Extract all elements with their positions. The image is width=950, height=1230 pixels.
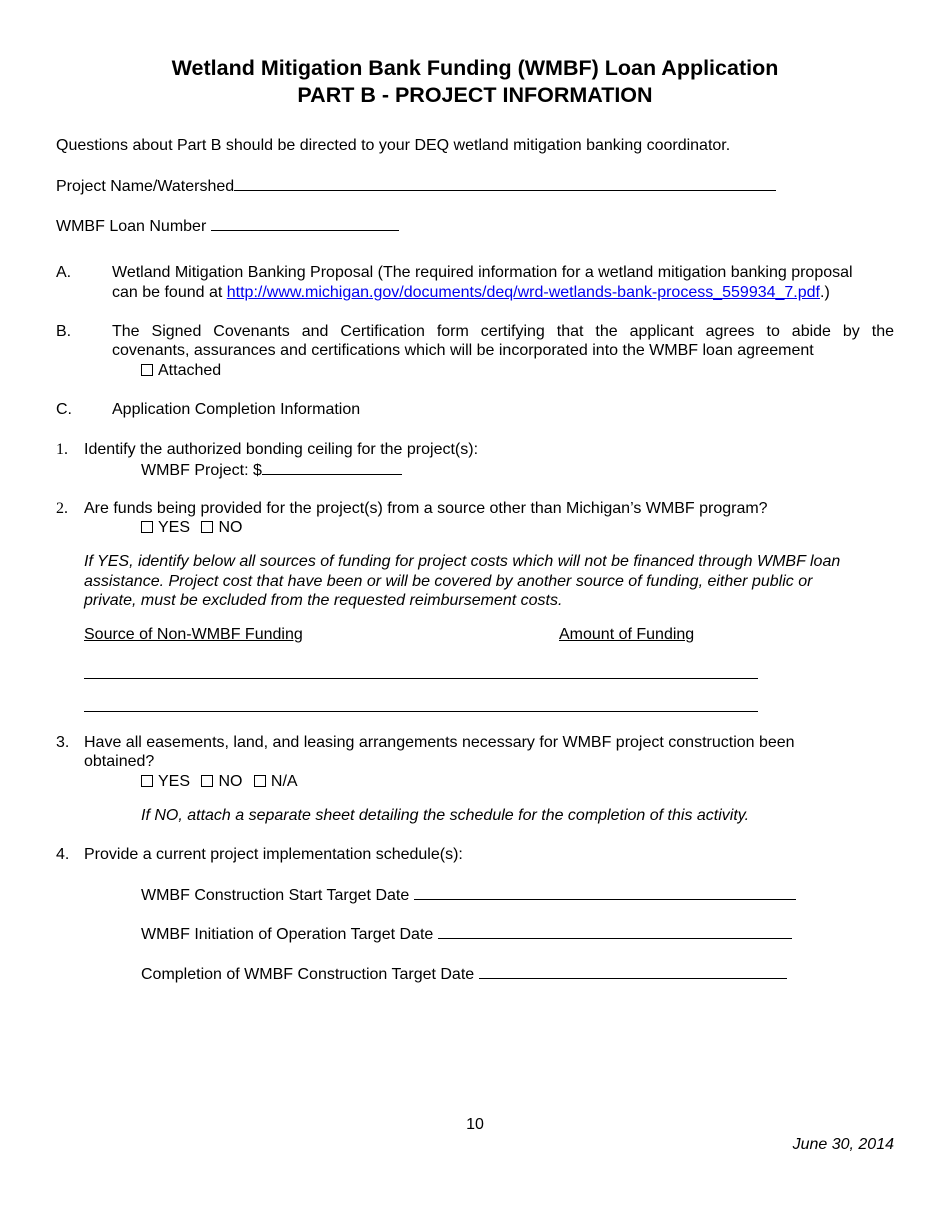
funding-entry-line[interactable] — [84, 678, 758, 679]
q3-note: If NO, attach a separate sheet detailing the schedule for the completion of this activity. — [141, 807, 750, 824]
q2-no-label: NO — [218, 519, 243, 536]
q3-no-label: NO — [218, 773, 243, 790]
question-4-number: 4. — [56, 846, 70, 863]
section-a-suffix: .) — [820, 284, 830, 301]
project-name-label: Project Name/Watershed — [56, 178, 235, 195]
attached-label: Attached — [158, 362, 222, 379]
wmbf-project-amount-field — [141, 460, 402, 480]
construction-completion-blank[interactable] — [479, 964, 787, 979]
project-name-blank[interactable] — [234, 176, 776, 191]
q3-yes-label: YES — [158, 773, 191, 790]
footer-date: June 30, 2014 — [792, 1136, 894, 1153]
construction-start-blank[interactable] — [414, 885, 796, 900]
section-a-line2 — [112, 284, 830, 302]
document-subtitle: PART B - PROJECT INFORMATION — [297, 83, 653, 107]
q3-na-label: N/A — [270, 773, 298, 790]
q2-note-line3: private, must be excluded from the requested reimbursement costs. — [84, 592, 563, 609]
operation-initiation-label: WMBF Initiation of Operation Target Date — [141, 926, 434, 943]
document-title: Wetland Mitigation Bank Funding (WMBF) Loan Application — [171, 56, 779, 80]
construction-completion-date-field — [141, 964, 787, 984]
loan-number-label: WMBF Loan Number — [56, 218, 207, 235]
question-2-options — [141, 519, 242, 537]
q2-note-line2: assistance. Project cost that have been or will be covered by another source of funding, either public or — [84, 573, 813, 590]
section-a-prefix: can be found at — [112, 284, 227, 301]
question-3-line1: Have all easements, land, and leasing arrangements necessary for WMBF project construction been — [84, 734, 795, 751]
section-c-letter: C. — [56, 401, 72, 418]
question-4-text: Provide a current project implementation schedule(s): — [84, 846, 463, 863]
operation-initiation-blank[interactable] — [438, 924, 792, 939]
wmbf-project-label: WMBF Project: $ — [141, 462, 262, 479]
q3-na-checkbox[interactable] — [254, 775, 266, 787]
q3-yes-checkbox[interactable] — [141, 775, 153, 787]
question-3-number: 3. — [56, 734, 70, 751]
q2-yes-label: YES — [158, 519, 191, 536]
q2-note-line1: If YES, identify below all sources of funding for project costs which will not be financed through WMBF loan — [84, 553, 841, 570]
question-3-line2: obtained? — [84, 753, 155, 770]
source-column-header: Source of Non-WMBF Funding — [84, 626, 303, 643]
intro-text: Questions about Part B should be directed to your DEQ wetland mitigation banking coordinator. — [56, 137, 731, 154]
question-2-number: 2. — [56, 500, 68, 517]
question-3-options — [141, 773, 298, 791]
loan-number-blank[interactable] — [211, 216, 399, 231]
question-1-number: 1. — [56, 441, 68, 458]
section-b-letter: B. — [56, 323, 72, 340]
q2-yes-checkbox[interactable] — [141, 521, 153, 533]
question-1-text: Identify the authorized bonding ceiling for the project(s): — [84, 441, 479, 458]
question-2-text: Are funds being provided for the project(s) from a source other than Michigan’s WMBF program? — [84, 500, 768, 517]
section-a-letter: A. — [56, 264, 72, 281]
construction-start-date-field — [141, 885, 796, 905]
attached-checkbox-row — [141, 362, 221, 380]
section-b-line1: The Signed Covenants and Certification form certifying that the applicant agrees to abide by the — [112, 323, 894, 340]
operation-initiation-date-field — [141, 924, 792, 944]
amount-column-header: Amount of Funding — [559, 626, 695, 643]
funding-entry-line[interactable] — [84, 711, 758, 712]
q3-no-checkbox[interactable] — [201, 775, 213, 787]
section-c-text: Application Completion Information — [112, 401, 361, 418]
project-name-field — [56, 176, 776, 196]
wmbf-project-amount-blank[interactable] — [262, 460, 402, 475]
proposal-link[interactable]: http://www.michigan.gov/documents/deq/wrd-wetlands-bank-process_559934_7.pdf — [226, 284, 820, 301]
page-number: 10 — [466, 1116, 484, 1133]
section-a-line1: Wetland Mitigation Banking Proposal (The required information for a wetland mitigation banking proposal — [112, 264, 853, 281]
attached-checkbox[interactable] — [141, 364, 153, 376]
q2-no-checkbox[interactable] — [201, 521, 213, 533]
construction-completion-label: Completion of WMBF Construction Target Date — [141, 966, 475, 983]
section-b-line2: covenants, assurances and certifications which will be incorporated into the WMBF loan agreement — [112, 342, 814, 359]
loan-number-field — [56, 216, 399, 236]
construction-start-label: WMBF Construction Start Target Date — [141, 887, 410, 904]
